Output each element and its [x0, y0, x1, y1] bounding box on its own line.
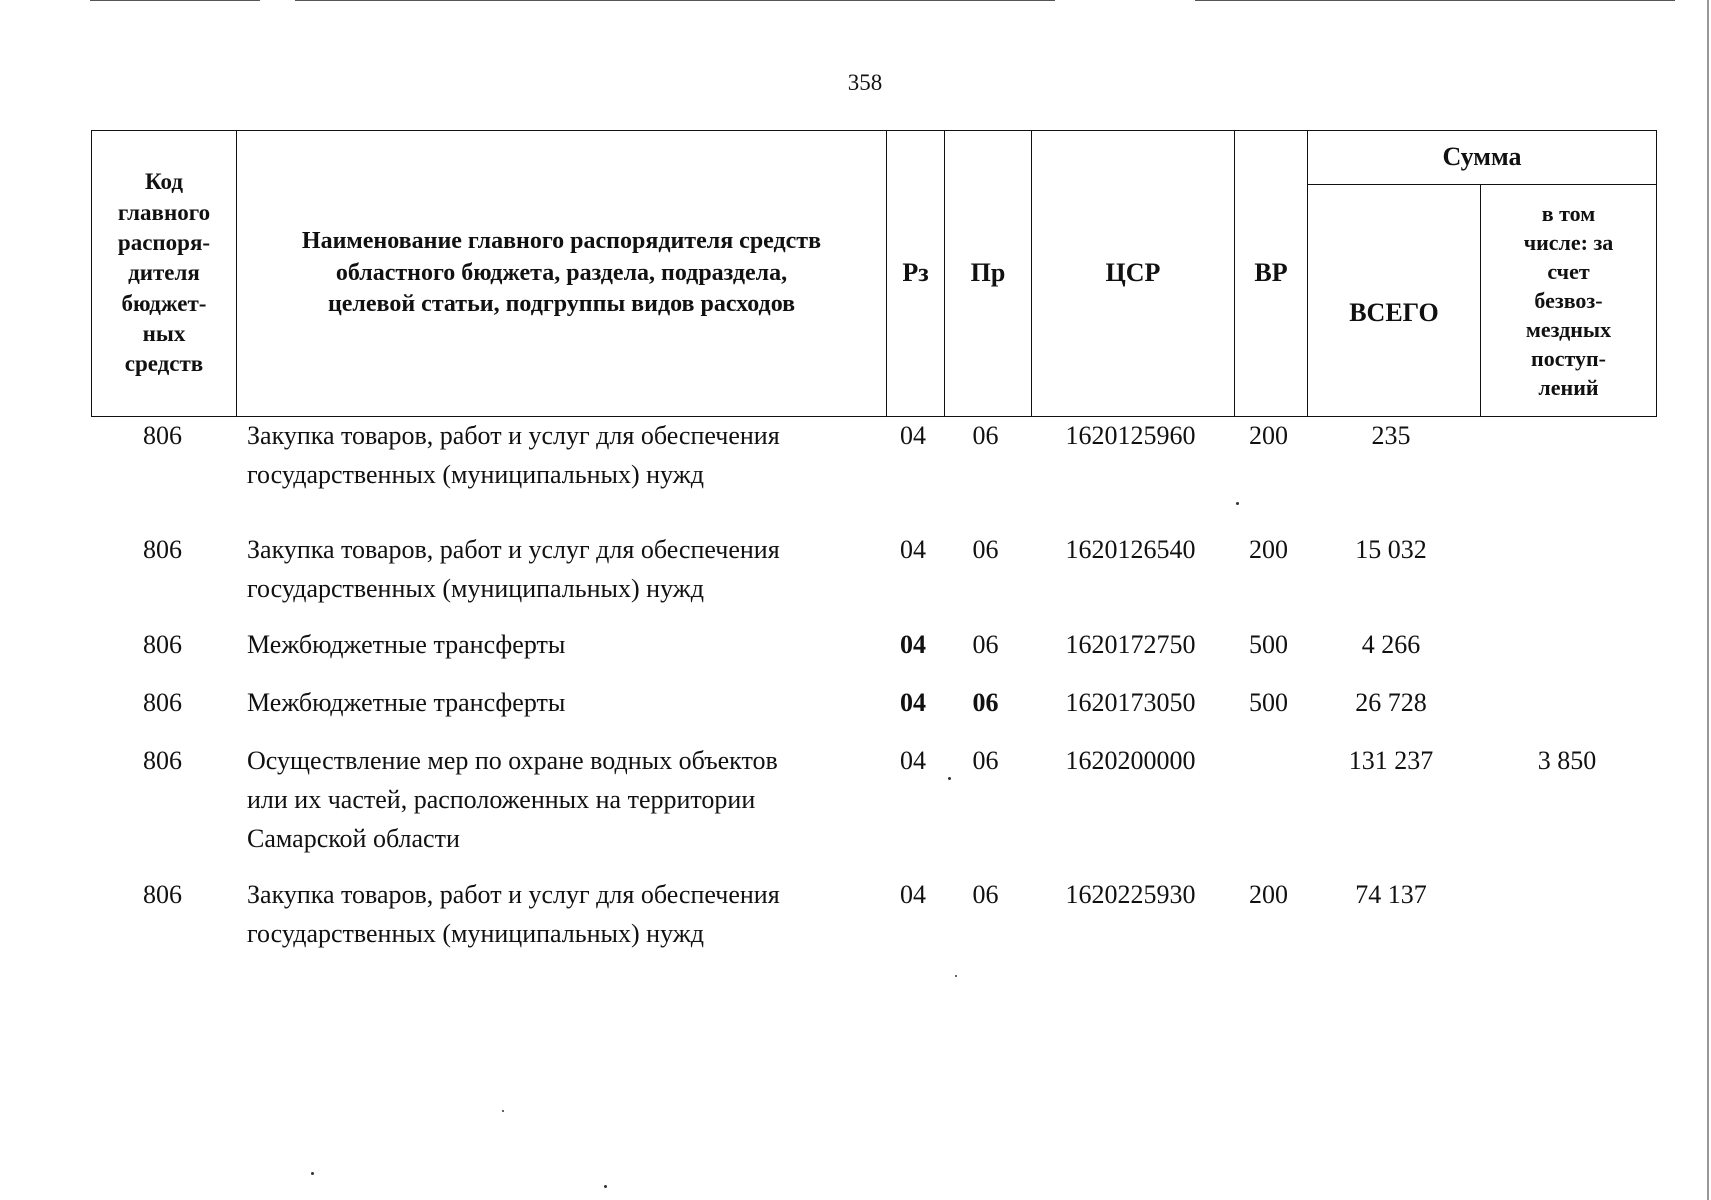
cell-code: 806 [143, 746, 182, 775]
header-code-line: дителя [128, 260, 200, 286]
scan-right-edge [1707, 0, 1709, 1200]
cell-rz: 04 [900, 688, 926, 717]
header-free-line: лений [1538, 375, 1599, 401]
cell-name [234, 741, 884, 875]
header-code-line: главного [117, 199, 211, 225]
cell-code: 806 [143, 688, 182, 717]
cell-vr: 200 [1249, 535, 1288, 564]
header-name-line: областного бюджета, раздела, подраздела, [335, 259, 788, 286]
header-free-line: счет [1547, 258, 1590, 284]
scan-top-line-right [1195, 0, 1675, 1]
cell-code: 806 [143, 421, 182, 450]
cell-total: 4 266 [1361, 630, 1421, 659]
cell-vr: 500 [1249, 688, 1288, 717]
cell-code: 806 [143, 880, 182, 909]
cell-csr: 1620125960 [1065, 421, 1196, 450]
cell-free [1477, 875, 1657, 955]
table-row [91, 683, 1657, 741]
cell-name [234, 683, 884, 741]
cell-name-line: или их частей, расположенных на территории [247, 785, 756, 814]
page-number: 358 [847, 70, 883, 95]
cell-csr: 1620225930 [1065, 880, 1196, 909]
cell-name [234, 625, 884, 683]
cell-free [1477, 530, 1657, 625]
cell-name-line: Самарской области [247, 824, 460, 853]
scan-speck [1236, 502, 1239, 505]
table-body [91, 416, 1657, 955]
header-rz: Рз [887, 131, 945, 417]
cell-rz: 04 [900, 535, 926, 564]
cell-name-line: государственных (муниципальных) нужд [247, 460, 704, 489]
cell-pr: 06 [972, 630, 999, 659]
cell-code: 806 [143, 535, 182, 564]
header-name-cell [237, 131, 887, 417]
header-pr: Пр [945, 131, 1032, 417]
table-row [91, 741, 1657, 875]
cell-free [1477, 625, 1657, 683]
cell-name-line: Закупка товаров, работ и услуг для обеспечения [247, 880, 780, 909]
scan-speck [604, 1185, 607, 1188]
cell-name-line: Закупка товаров, работ и услуг для обеспечения [247, 421, 780, 450]
table-header [91, 130, 1657, 417]
header-sum: Сумма [1308, 131, 1657, 185]
cell-total: 15 032 [1355, 535, 1427, 564]
table-row [91, 875, 1657, 955]
cell-name-line: Межбюджетные трансферты [247, 630, 566, 659]
header-total: ВСЕГО [1308, 185, 1481, 417]
cell-total: 131 237 [1348, 746, 1434, 775]
cell-vr: 500 [1249, 630, 1288, 659]
scan-top-line-left [90, 0, 260, 1]
scan-speck [948, 777, 951, 780]
cell-csr: 1620173050 [1065, 688, 1196, 717]
cell-name-line: государственных (муниципальных) нужд [247, 574, 704, 603]
header-code-line: бюджет- [121, 290, 207, 316]
cell-csr: 1620126540 [1065, 535, 1196, 564]
header-code-line: ных [142, 321, 186, 347]
header-code-cell [92, 131, 237, 417]
cell-pr: 06 [972, 421, 999, 450]
cell-free [1477, 416, 1657, 530]
header-free-line: числе: за [1523, 229, 1614, 255]
cell-code: 806 [143, 630, 182, 659]
header-free-line: мездных [1525, 317, 1612, 343]
table-row [91, 625, 1657, 683]
cell-pr: 06 [972, 746, 999, 775]
scan-speck [502, 1110, 504, 1112]
cell-rz: 04 [900, 746, 926, 775]
table-row [91, 416, 1657, 530]
header-code-line: средств [124, 351, 204, 377]
cell-vr [1232, 741, 1305, 875]
header-code-line: распоря- [117, 229, 211, 255]
header-csr: ЦСР [1032, 131, 1235, 417]
table-row [91, 530, 1657, 625]
cell-vr: 200 [1249, 880, 1288, 909]
header-name-line: Наименование главного распорядителя средств [301, 227, 822, 254]
cell-total: 235 [1371, 421, 1411, 450]
cell-name [234, 875, 884, 955]
scan-speck [311, 1172, 314, 1175]
header-free-cell [1481, 185, 1657, 417]
cell-pr: 06 [972, 688, 999, 717]
header-vr: ВР [1235, 131, 1308, 417]
cell-free [1477, 683, 1657, 741]
cell-name [234, 530, 884, 625]
cell-name-line: Осуществление мер по охране водных объектов [247, 746, 778, 775]
cell-csr: 1620172750 [1065, 630, 1196, 659]
cell-rz: 04 [900, 630, 926, 659]
cell-name-line: государственных (муниципальных) нужд [247, 919, 704, 948]
header-name-line: целевой статьи, подгруппы видов расходов [327, 291, 796, 318]
cell-name [234, 416, 884, 530]
scan-top-line-mid [295, 0, 1055, 1]
cell-vr: 200 [1249, 421, 1288, 450]
header-free-line: в том [1541, 200, 1596, 226]
cell-name-line: Закупка товаров, работ и услуг для обеспечения [247, 535, 780, 564]
cell-rz: 04 [900, 421, 926, 450]
cell-total: 26 728 [1355, 688, 1427, 717]
cell-total: 74 137 [1355, 880, 1427, 909]
cell-pr: 06 [972, 535, 999, 564]
header-free-line: поступ- [1531, 346, 1606, 372]
cell-pr: 06 [972, 880, 999, 909]
cell-name-line: Межбюджетные трансферты [247, 688, 566, 717]
cell-rz: 04 [900, 880, 926, 909]
cell-free: 3 850 [1537, 746, 1597, 775]
cell-csr: 1620200000 [1065, 746, 1196, 775]
scan-speck [955, 975, 957, 977]
header-free-line: безвоз- [1534, 287, 1603, 313]
header-code-line: Код [144, 169, 183, 195]
